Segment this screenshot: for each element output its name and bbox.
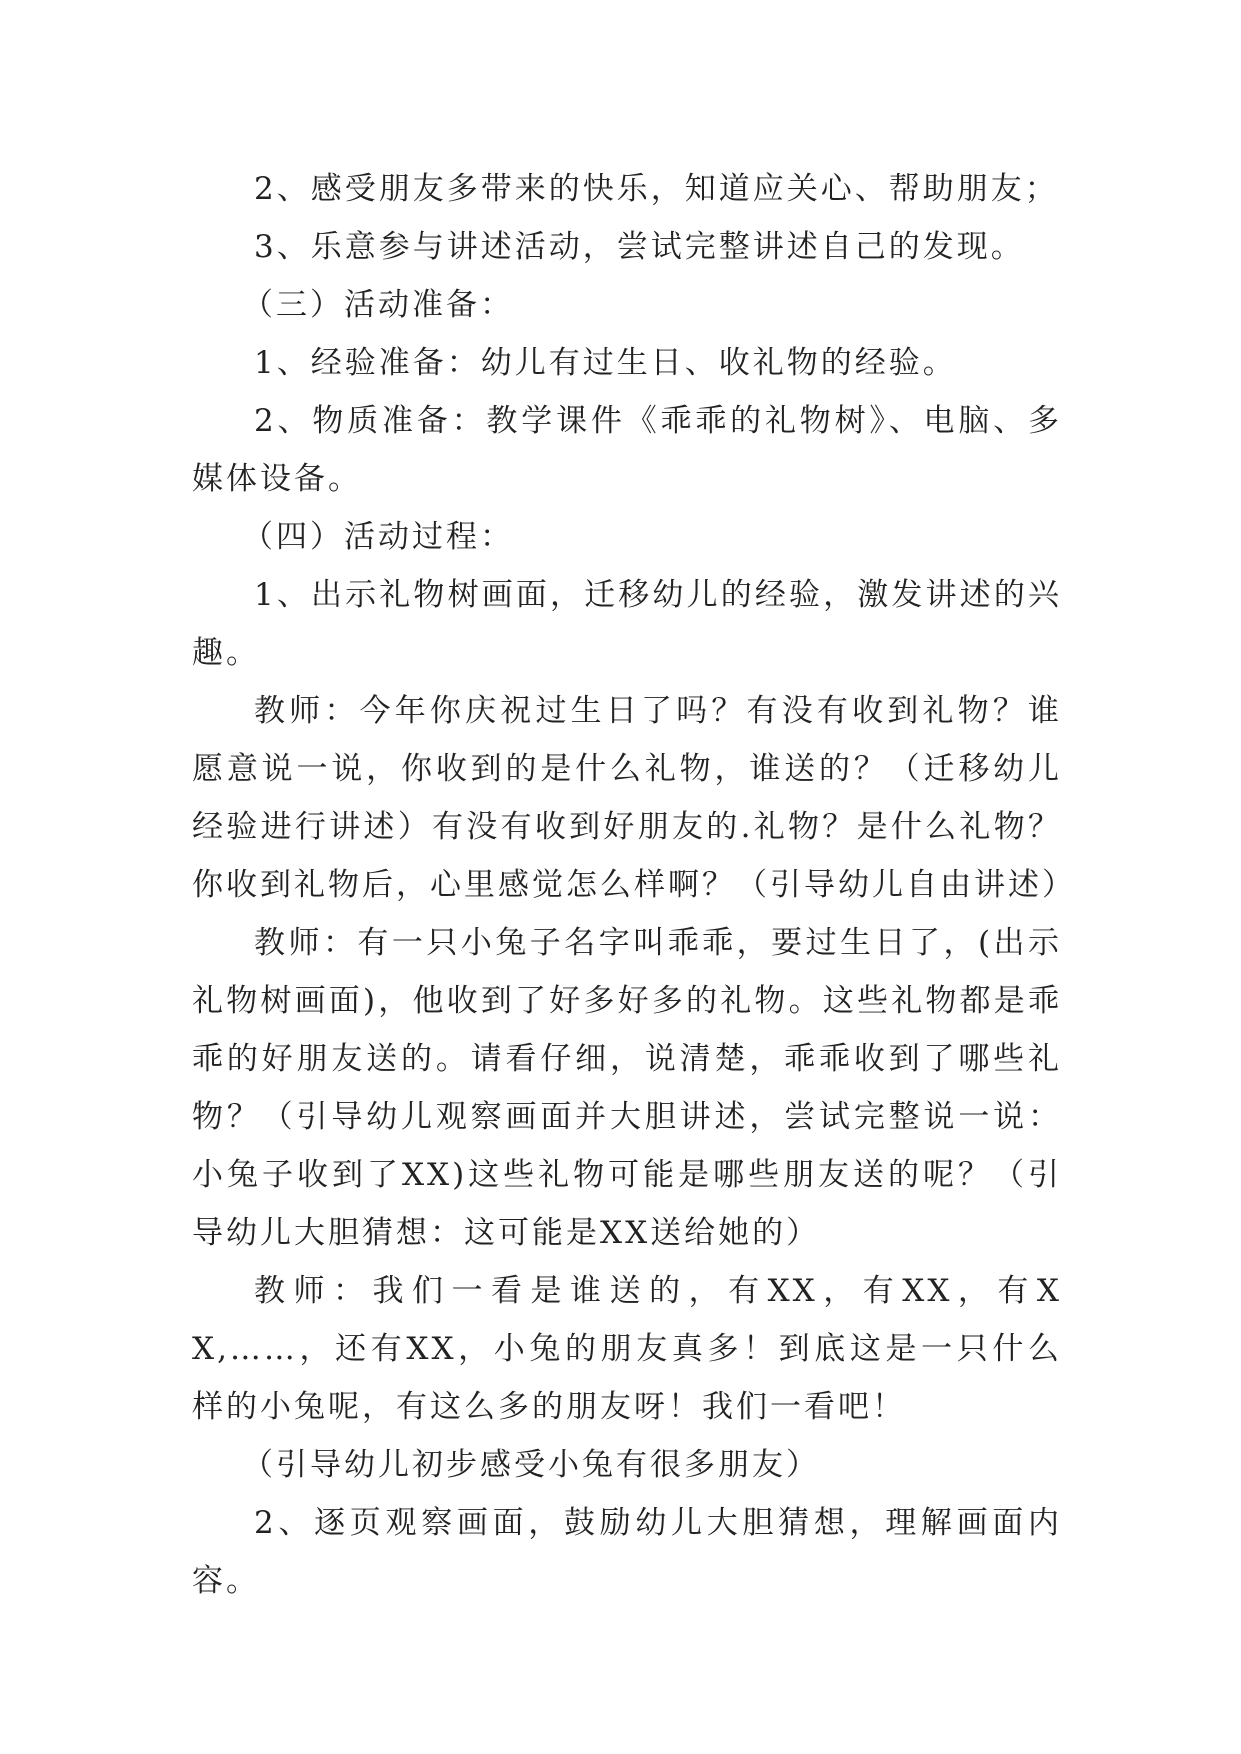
section-heading-process: （四）活动过程： <box>242 519 514 555</box>
goal-item-2: 2、感受朋友多带来的快乐，知道应关心、帮助朋友； <box>254 171 1059 207</box>
section-heading-preparation: （三）活动准备： <box>242 287 514 323</box>
document-body <box>192 160 1076 1610</box>
process-step-2: 2、逐页观察画面，鼓励幼儿大胆猜想，理解画面内容。 <box>192 1505 1062 1599</box>
teacher-paragraph-3: 教师：我们一看是谁送的，有XX，有XX，有XX,……，还有XX，小兔的朋友真多！到底这是一只什么样的小兔呢，有这么多的朋友呀！我们一看吧！ <box>192 1273 1062 1425</box>
teacher-paragraph-1: 教师：今年你庆祝过生日了吗？有没有收到礼物？谁愿意说一说，你收到的是什么礼物，谁送的？（迁移幼儿经验进行讲述）有没有收到好朋友的.礼物？是什么礼物？你收到礼物后，心里感觉怎么样啊？（引导幼儿自由讲述） <box>192 693 1076 903</box>
prep-item-1: 1、经验准备：幼儿有过生日、收礼物的经验。 <box>254 345 957 381</box>
teacher-paragraph-2: 教师：有一只小兔子名字叫乖乖，要过生日了，(出示礼物树画面)，他收到了好多好多的礼物。这些礼物都是乖乖的好朋友送的。请看仔细，说清楚，乖乖收到了哪些礼物？（引导幼儿观察画面并大胆讲述，尝试完整说一说：小兔子收到了XX)这些礼物可能是哪些朋友送的呢？（引导幼儿大胆猜想：这可能是XX送给她的） <box>192 925 1062 1251</box>
prep-item-2: 2、物质准备：教学课件《乖乖的礼物树》、电脑、多媒体设备。 <box>192 403 1062 497</box>
goal-item-3: 3、乐意参与讲述活动，尝试完整讲述自己的发现。 <box>254 229 1025 265</box>
guide-note: （引导幼儿初步感受小兔有很多朋友） <box>242 1447 820 1483</box>
process-step-1: 1、出示礼物树画面，迁移幼儿的经验，激发讲述的兴趣。 <box>192 577 1062 671</box>
